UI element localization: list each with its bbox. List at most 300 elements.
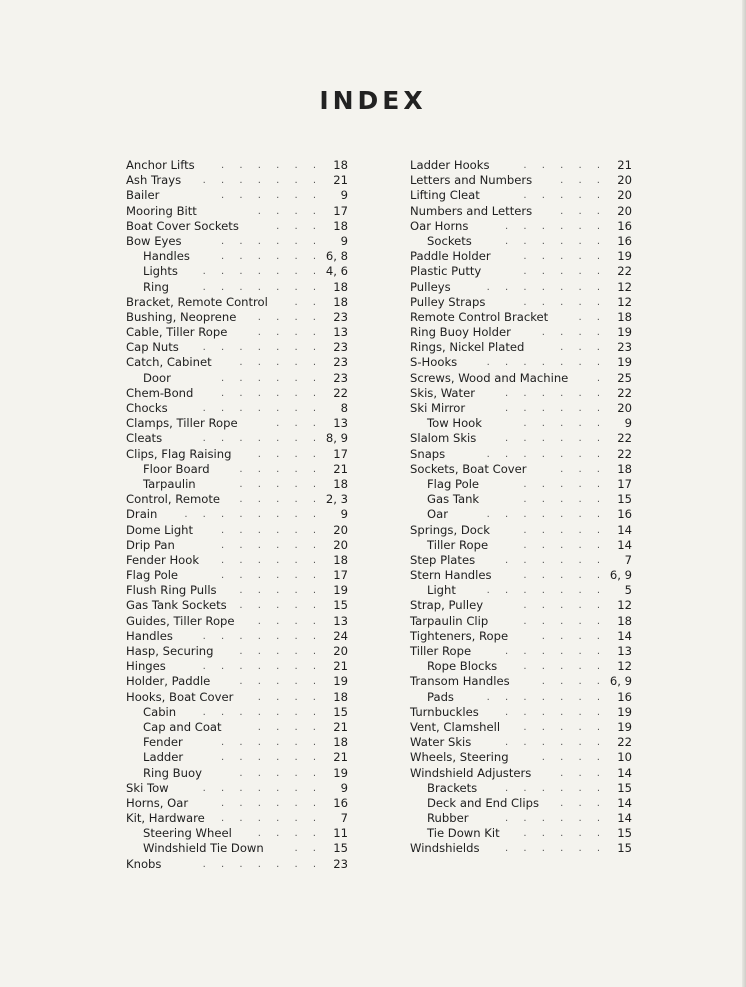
index-entry — [126, 340, 348, 355]
index-page-number: 14 — [617, 765, 632, 780]
index-term: Strap, Pulley — [410, 598, 484, 613]
leader-dots: . . . . . . — [505, 387, 606, 399]
leader-dots: . . . . . — [239, 585, 322, 597]
index-term: Lifting Cleat — [410, 188, 480, 203]
index-entry — [410, 173, 632, 188]
index-term: Water Skis — [410, 735, 472, 750]
index-entry — [126, 705, 348, 720]
index-term: Bushing, Neoprene — [126, 309, 237, 324]
index-entry — [126, 401, 348, 416]
index-term: Rubber — [427, 811, 469, 826]
index-term: Hinges — [126, 659, 166, 674]
index-page-number: 25 — [617, 370, 632, 385]
index-column-right — [410, 158, 632, 857]
index-page-number: 20 — [333, 537, 348, 552]
index-entry — [410, 720, 632, 735]
index-page-number: 17 — [333, 203, 348, 218]
index-term: Drip Pan — [126, 537, 175, 552]
index-term: Tarpaulin Clip — [410, 613, 489, 628]
index-entry — [126, 477, 348, 492]
index-page-number: 4, 6 — [325, 264, 348, 279]
index-page-number: 16 — [617, 507, 632, 522]
index-page-number: 22 — [617, 431, 632, 446]
index-page-number: 15 — [617, 780, 632, 795]
index-term: Windshield Adjusters — [410, 765, 532, 780]
index-term: S-Hooks — [410, 355, 458, 370]
index-page-number: 13 — [333, 416, 348, 431]
index-term: Steering Wheel — [143, 826, 232, 841]
index-term: Sockets, Boat Cover — [410, 461, 527, 476]
index-term: Ladder — [143, 750, 184, 765]
leader-dots: . . . . . . — [221, 251, 322, 263]
index-page-number: 7 — [624, 552, 632, 567]
index-entry — [410, 644, 632, 659]
index-entry — [410, 750, 632, 765]
leader-dots: . . — [294, 296, 322, 308]
index-term: Windshields — [410, 841, 480, 856]
leader-dots: . . . . . . . — [486, 357, 606, 369]
leader-dots: . . . . . . — [221, 813, 322, 825]
index-page-number: 13 — [333, 325, 348, 340]
leader-dots: . . . . . . — [221, 235, 322, 247]
index-page-number: 6, 8 — [325, 249, 348, 264]
index-term: Handles — [126, 628, 173, 643]
leader-dots: . . . — [276, 220, 322, 232]
leader-dots: . . . . . — [239, 646, 322, 657]
index-term: Numbers and Letters — [410, 203, 533, 218]
index-page-number: 18 — [333, 552, 348, 567]
index-page-number: 11 — [333, 826, 348, 841]
index-entry — [410, 598, 632, 613]
index-term: Chocks — [126, 401, 168, 415]
index-page-number: 22 — [333, 385, 348, 400]
index-term: Skis, Water — [410, 385, 475, 400]
index-entry — [126, 447, 348, 462]
index-page-number: 19 — [617, 704, 632, 719]
leader-dots: . . . — [560, 205, 606, 217]
paper-edge — [742, 0, 746, 987]
index-term: Rings, Nickel Plated — [410, 340, 525, 355]
leader-dots: . . . . . . . — [202, 630, 322, 642]
index-term: Transom Handles — [410, 674, 510, 689]
index-entry — [410, 310, 632, 325]
index-entry — [410, 280, 632, 295]
index-term: Cleats — [126, 431, 163, 446]
index-page-number: 21 — [333, 719, 348, 734]
leader-dots: . . . . . . — [221, 554, 322, 566]
index-entry — [126, 735, 348, 750]
leader-dots: . . . . . — [523, 266, 606, 278]
index-term: Plastic Putty — [410, 264, 482, 279]
index-term: Flag Pole — [126, 568, 179, 583]
leader-dots: . . . . . . — [505, 403, 606, 414]
index-term: Ring Buoy Holder — [410, 325, 511, 340]
index-entry — [126, 857, 348, 872]
index-term: Guides, Tiller Rope — [126, 613, 235, 628]
index-entry — [410, 204, 632, 219]
index-page-number: 13 — [617, 644, 632, 658]
index-page-number: 9 — [340, 188, 348, 203]
index-entry — [410, 355, 632, 370]
page-title: INDEX — [319, 86, 427, 115]
leader-dots: . . . . . . . — [486, 509, 606, 521]
index-term: Hooks, Boat Cover — [126, 689, 234, 704]
leader-dots: . . . — [560, 797, 606, 809]
index-term: Tighteners, Rope — [410, 628, 509, 643]
index-entry — [410, 416, 632, 431]
index-term: Flag Pole — [427, 476, 480, 491]
leader-dots: . . . . — [541, 752, 606, 764]
leader-dots: . . . . — [257, 327, 322, 339]
leader-dots: . . . . . . — [221, 570, 322, 582]
index-page-number: 13 — [333, 613, 348, 628]
index-entry — [410, 492, 632, 507]
leader-dots: . . . . . . . — [486, 585, 606, 597]
index-entry — [126, 219, 348, 234]
leader-dots: . . . . . — [523, 494, 606, 506]
index-page-number: 7 — [340, 811, 348, 826]
index-entry — [126, 355, 348, 370]
leader-dots: . . . . . . — [505, 737, 606, 749]
index-page-number: 22 — [617, 446, 632, 461]
index-page-number: 22 — [617, 264, 632, 279]
index-page-number: 15 — [617, 492, 632, 507]
leader-dots: . . . . — [257, 828, 322, 840]
index-entry — [410, 568, 632, 583]
index-entry — [410, 249, 632, 264]
index-page-number: 16 — [617, 218, 632, 233]
leader-dots: . . . . . — [523, 251, 606, 263]
index-page-number: 18 — [333, 476, 348, 491]
index-page-number: 16 — [617, 233, 632, 248]
index-term: Bow Eyes — [126, 233, 182, 248]
index-entry — [410, 781, 632, 796]
index-entry — [410, 826, 632, 841]
index-term: Cabin — [143, 704, 177, 719]
index-entry — [126, 629, 348, 644]
index-page-number: 9 — [624, 416, 632, 431]
index-page-number: 20 — [617, 188, 632, 203]
index-term: Holder, Paddle — [126, 674, 211, 689]
index-entry — [126, 386, 348, 401]
leader-dots: . . . . . . . — [486, 691, 606, 703]
leader-dots: . . . — [560, 175, 606, 187]
index-entry — [410, 462, 632, 477]
index-term: Cap Nuts — [126, 340, 179, 355]
index-term: Clips, Flag Raising — [126, 446, 232, 461]
index-term: Floor Board — [143, 461, 210, 476]
index-term: Kit, Hardware — [126, 811, 205, 826]
index-entry — [126, 280, 348, 295]
leader-dots: . . . . . — [523, 160, 606, 171]
index-term: Letters and Numbers — [410, 173, 533, 188]
index-entry — [126, 173, 348, 188]
index-page-number: 23 — [333, 355, 348, 370]
index-term: Deck and End Clips — [427, 795, 539, 810]
index-entry — [126, 416, 348, 431]
index-entry — [410, 614, 632, 629]
index-term: Sockets — [427, 233, 472, 248]
index-entry — [126, 431, 348, 446]
leader-dots: . . . . . . . — [202, 706, 322, 718]
leader-dots: . . . . . . — [505, 235, 606, 247]
index-entry — [410, 553, 632, 568]
index-page-number: 18 — [617, 309, 632, 324]
index-entry — [126, 750, 348, 765]
index-page-number: 18 — [333, 689, 348, 704]
index-entry — [410, 219, 632, 234]
index-term: Cap and Coat — [143, 719, 222, 734]
leader-dots: . . . . . . — [221, 524, 322, 536]
index-term: Mooring Bitt — [126, 203, 197, 218]
leader-dots: . . . . — [257, 448, 322, 460]
index-page-number: 12 — [617, 279, 632, 294]
index-page-number: 12 — [617, 294, 632, 309]
index-term: Anchor Lifts — [126, 158, 195, 172]
index-entry — [126, 644, 348, 659]
index-term: Light — [427, 583, 456, 598]
index-page-number: 15 — [617, 826, 632, 841]
index-entry — [410, 371, 632, 386]
index-entry — [126, 523, 348, 538]
index-entry — [410, 234, 632, 249]
index-page-number: 20 — [333, 522, 348, 537]
index-term: Pulleys — [410, 279, 451, 294]
leader-dots: . . . . . — [239, 600, 322, 612]
leader-dots: . . . . . . . — [202, 175, 322, 187]
index-entry — [126, 811, 348, 826]
leader-dots: . . . . . — [239, 676, 322, 688]
index-page-number: 9 — [340, 507, 348, 522]
index-entry — [410, 188, 632, 203]
leader-dots: . . . . . — [523, 418, 606, 430]
index-entry — [410, 811, 632, 826]
index-page-number: 15 — [333, 704, 348, 719]
index-term: Rope Blocks — [427, 659, 498, 674]
leader-dots: . . . . . . — [505, 554, 606, 566]
index-entry — [126, 310, 348, 325]
index-entry — [410, 735, 632, 750]
index-term: Tarpaulin — [143, 476, 196, 491]
index-page-number: 18 — [617, 461, 632, 476]
index-term: Horns, Oar — [126, 795, 189, 810]
index-page-number: 18 — [333, 218, 348, 233]
index-column-left — [126, 158, 348, 872]
leader-dots: . . . . . . . — [202, 858, 322, 870]
index-entry — [410, 705, 632, 720]
index-page-number: 19 — [617, 355, 632, 370]
index-page-number: 15 — [333, 841, 348, 856]
index-page-number: 20 — [617, 401, 632, 415]
index-entry — [126, 295, 348, 310]
index-term: Door — [143, 370, 171, 385]
leader-dots: . . . . . . — [221, 372, 322, 384]
index-page-number: 14 — [617, 522, 632, 537]
index-page-number: 21 — [333, 659, 348, 674]
index-term: Catch, Cabinet — [126, 355, 212, 370]
index-term: Tiller Rope — [427, 537, 489, 552]
index-entry — [410, 447, 632, 462]
index-page-number: 22 — [617, 735, 632, 750]
index-entry — [410, 841, 632, 856]
index-page-number: 12 — [617, 659, 632, 674]
index-term: Turnbuckles — [410, 704, 479, 719]
index-page-number: 9 — [340, 780, 348, 795]
index-page-number: 14 — [617, 811, 632, 826]
index-term: Ladder Hooks — [410, 158, 490, 172]
index-entry — [410, 538, 632, 553]
leader-dots: . . . — [276, 418, 322, 430]
leader-dots: . . . . . . — [221, 190, 322, 202]
leader-dots: . . . . . . — [505, 646, 606, 657]
index-page-number: 16 — [617, 689, 632, 704]
index-page-number: 6, 9 — [609, 674, 632, 689]
index-term: Stern Handles — [410, 568, 492, 583]
index-term: Cable, Tiller Rope — [126, 325, 228, 340]
index-term: Control, Remote — [126, 492, 221, 507]
index-term: Brackets — [427, 780, 478, 795]
index-entry — [126, 371, 348, 386]
leader-dots: . . . . . — [523, 296, 606, 308]
leader-dots: . . . — [560, 463, 606, 475]
leader-dots: . . . . — [257, 721, 322, 733]
leader-dots: . . — [578, 311, 606, 323]
index-term: Knobs — [126, 856, 162, 871]
leader-dots: . . . . . — [523, 524, 606, 536]
index-page-number: 15 — [617, 841, 632, 856]
leader-dots: . . . — [560, 342, 606, 354]
leader-dots: . . . . . . . — [486, 281, 606, 293]
index-term: Dome Light — [126, 522, 194, 537]
index-term: Boat Cover Sockets — [126, 218, 239, 233]
leader-dots: . . . . — [257, 691, 322, 703]
leader-dots: . . . . . . . — [202, 342, 322, 354]
leader-dots: . . . . . . — [221, 387, 322, 399]
index-entry — [126, 841, 348, 856]
index-entry — [410, 158, 632, 173]
leader-dots: . . . . . — [523, 190, 606, 202]
index-term: Ring Buoy — [143, 765, 202, 780]
index-page-number: 20 — [333, 644, 348, 658]
index-term: Drain — [126, 507, 158, 522]
index-entry — [126, 674, 348, 689]
index-entry — [126, 766, 348, 781]
index-term: Ring — [143, 279, 169, 294]
leader-dots: . . . . — [257, 311, 322, 323]
index-page-number: 20 — [617, 173, 632, 188]
index-entry — [126, 826, 348, 841]
index-term: Tie Down Kit — [427, 826, 500, 841]
index-term: Wheels, Steering — [410, 750, 509, 765]
leader-dots: . . . . . . — [221, 737, 322, 749]
index-entry — [126, 781, 348, 796]
index-entry — [126, 325, 348, 340]
index-entry — [410, 264, 632, 279]
index-entry — [410, 295, 632, 310]
index-page-number: 18 — [333, 279, 348, 294]
leader-dots: . . . . . . — [221, 539, 322, 551]
index-entry — [126, 538, 348, 553]
index-page-number: 19 — [333, 674, 348, 689]
index-page-number: 19 — [333, 583, 348, 598]
index-page-number: 15 — [333, 598, 348, 613]
index-term: Paddle Holder — [410, 249, 491, 264]
index-term: Bailer — [126, 188, 160, 203]
index-page-number: 14 — [617, 537, 632, 552]
index-term: Lights — [143, 264, 178, 279]
index-page-number: 2, 3 — [325, 492, 348, 507]
index-entry — [410, 674, 632, 689]
index-term: Oar Horns — [410, 218, 469, 233]
index-entry — [126, 553, 348, 568]
index-entry — [410, 477, 632, 492]
leader-dots: . . . . . . — [505, 433, 606, 445]
index-term: Chem-Bond — [126, 385, 194, 400]
leader-dots: . . . . . . — [221, 752, 322, 764]
leader-dots: . . . . . . . — [202, 782, 322, 794]
index-term: Snaps — [410, 446, 446, 461]
leader-dots: . . . . . . — [221, 160, 322, 171]
index-term: Ski Tow — [126, 780, 169, 795]
index-page-number: 24 — [333, 628, 348, 643]
index-term: Vent, Clamshell — [410, 719, 501, 734]
index-term: Bracket, Remote Control — [126, 294, 268, 309]
leader-dots: . . . . — [541, 676, 606, 688]
index-entry — [126, 614, 348, 629]
index-page-number: 20 — [617, 203, 632, 218]
index-term: Ash Trays — [126, 173, 182, 188]
index-entry — [126, 249, 348, 264]
index-page-number: 21 — [617, 158, 632, 172]
index-entry — [410, 796, 632, 811]
leader-dots: . . . . — [541, 327, 606, 339]
index-page-number: 12 — [617, 598, 632, 613]
leader-dots: . . . . . — [239, 478, 322, 490]
index-term: Slalom Skis — [410, 431, 477, 446]
leader-dots: . . . . . . — [505, 813, 606, 825]
leader-dots: . . . . . . . — [202, 403, 322, 414]
index-term: Windshield Tie Down — [143, 841, 264, 856]
index-page-number: 14 — [617, 628, 632, 643]
index-page-number: 21 — [333, 173, 348, 188]
index-entry — [410, 690, 632, 705]
index-page-number: 8, 9 — [325, 431, 348, 446]
index-page-number: 21 — [333, 461, 348, 476]
index-term: Hasp, Securing — [126, 644, 214, 658]
index-page-number: 23 — [333, 340, 348, 355]
index-entry — [410, 523, 632, 538]
leader-dots: . . . . . — [523, 539, 606, 551]
index-page-number: 23 — [333, 856, 348, 871]
index-term: Flush Ring Pulls — [126, 583, 217, 598]
index-page-number: 9 — [340, 233, 348, 248]
index-term: Step Plates — [410, 552, 476, 567]
leader-dots: . . . . . . . — [202, 266, 322, 278]
index-term: Fender Hook — [126, 552, 200, 567]
index-term: Fender — [143, 735, 183, 750]
index-page-number: 23 — [333, 309, 348, 324]
index-term: Gas Tank — [427, 492, 480, 507]
index-page-number: 17 — [333, 446, 348, 461]
index-page-number: 22 — [617, 385, 632, 400]
index-entry — [410, 583, 632, 598]
leader-dots: . . . . . — [523, 828, 606, 840]
leader-dots: . . . . — [257, 205, 322, 217]
leader-dots: . . . . . . . — [486, 448, 606, 460]
index-entry — [410, 401, 632, 416]
index-entry — [126, 659, 348, 674]
index-page-number: 18 — [617, 613, 632, 628]
